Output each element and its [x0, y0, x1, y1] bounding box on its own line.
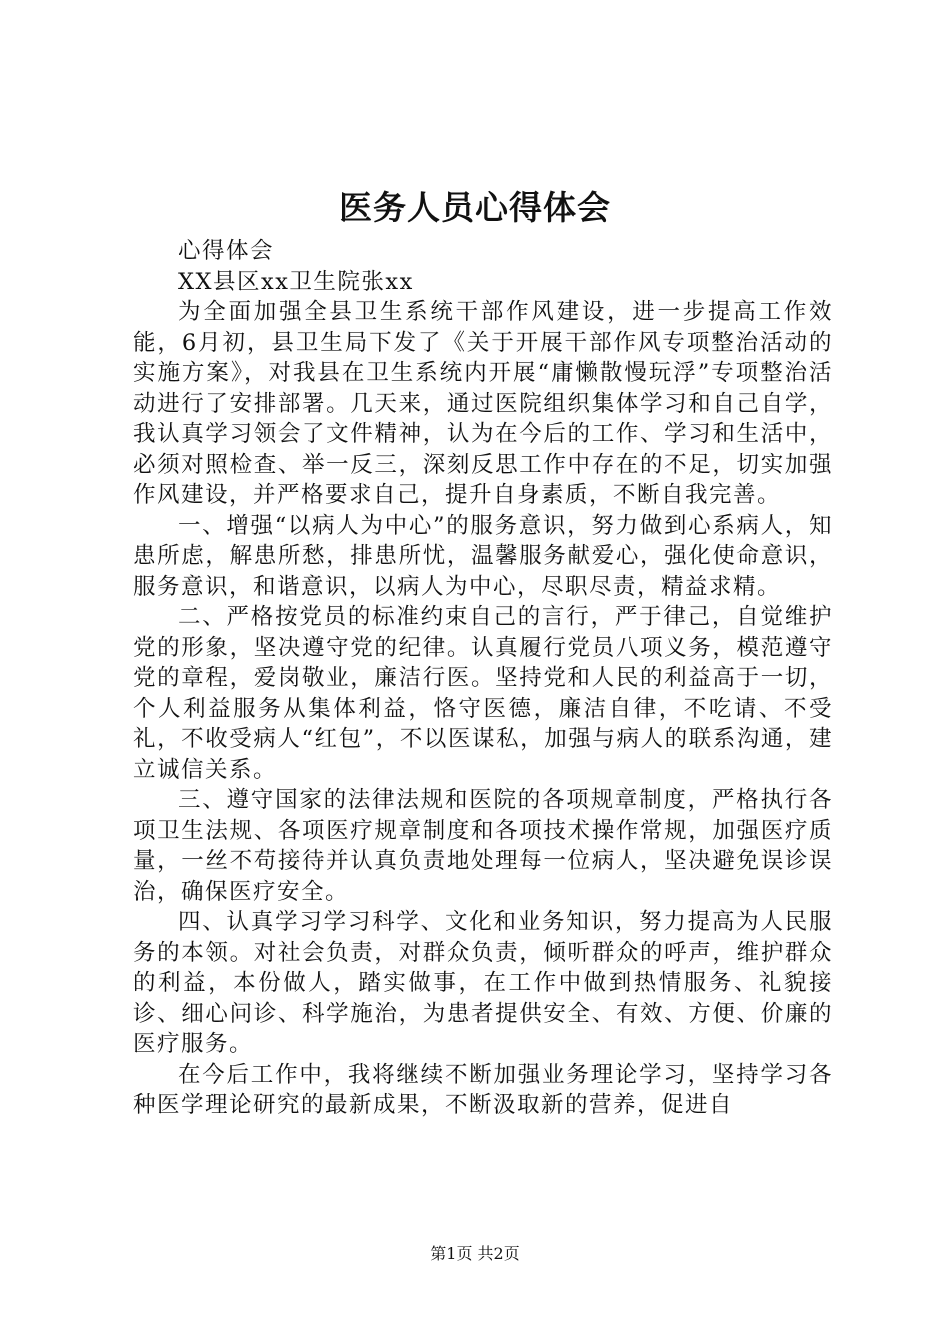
paragraph-point-1: 一、增强“以病人为中心”的服务意识，努力做到心系病人，知患所虑，解患所愁，排患所忧，温馨服务献爱心，强化使命意识，服务意识，和谐意识，以病人为中心，尽职尽责，精益求精。 [133, 512, 833, 600]
document-title: 医务人员心得体会 [339, 188, 611, 227]
paragraph-conclusion: 在今后工作中，我将继续不断加强业务理论学习，坚持学习各种医学理论研究的最新成果，不断汲取新的营养，促进自 [133, 1061, 833, 1118]
subheading: 心得体会 [178, 238, 275, 264]
paragraph-point-3: 三、遵守国家的法律法规和医院的各项规章制度，严格执行各项卫生法规、各项医疗规章制度和各项技术操作常规，加强医疗质量，一丝不苟接待并认真负责地处理每一位病人，坚决避免误诊误治，确保医疗安全。 [133, 787, 833, 905]
document-body [133, 236, 833, 1121]
paragraph-point-2: 二、严格按党员的标准约束自己的言行，严于律己，自觉维护党的形象，坚决遵守党的纪律。认真履行党员八项义务，模范遵守党的章程，爱岗敬业，廉洁行医。坚持党和人民的利益高于一切，个人利益服务从集体利益，恪守医德，廉洁自律，不吃请、不受礼，不收受病人“红包”，不以医谋私，加强与病人的联系沟通，建立诚信关系。 [133, 604, 833, 783]
page-footer: 第1页 共2页 [430, 1244, 520, 1263]
paragraph-point-4: 四、认真学习学习科学、文化和业务知识，努力提高为人民服务的本领。对社会负责，对群众负责，倾听群众的呼声，维护群众的利益，本份做人，踏实做事，在工作中做到热情服务、礼貌接诊、细心问诊、科学施治，为患者提供安全、有效、方便、价廉的医疗服务。 [133, 909, 833, 1057]
paragraph-intro: 为全面加强全县卫生系统干部作风建设，进一步提高工作效能，6月初，县卫生局下发了《关于开展干部作风专项整治活动的实施方案》，对我县在卫生系统内开展“庸懒散慢玩浮”专项整治活动进行了安排部署。几天来，通过医院组织集体学习和自己自学，我认真学习领会了文件精神，认为在今后的工作、学习和生活中，必须对照检查、举一反三，深刻反思工作中存在的不足，切实加强作风建设，并严格要求自己，提升自身素质，不断自我完善。 [133, 299, 833, 508]
author-line: XX县区xx卫生院张xx [178, 268, 414, 295]
